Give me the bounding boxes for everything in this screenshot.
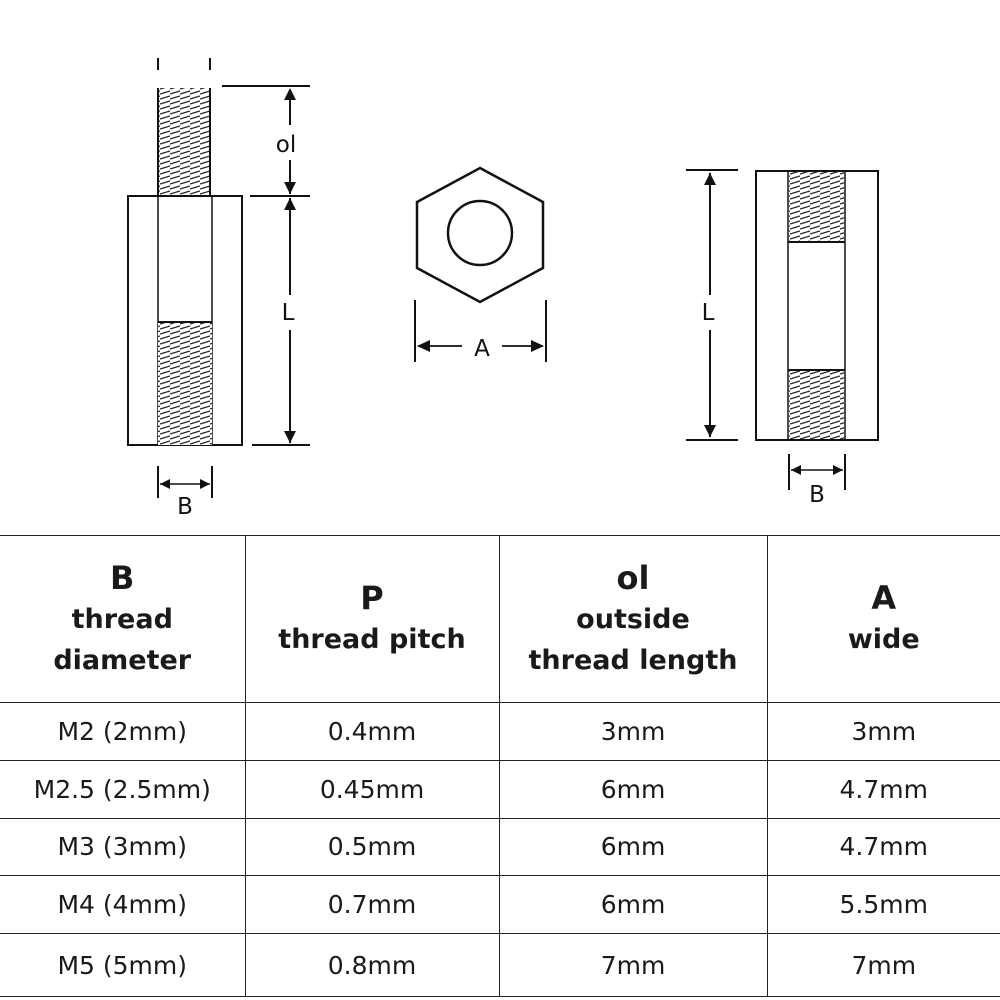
- cell-thread-pitch: 0.4mm: [245, 703, 499, 761]
- header-line2: thread length: [528, 644, 738, 676]
- table-row: [0, 703, 1000, 761]
- header-line1: outside: [576, 603, 690, 635]
- table-row: [0, 876, 1000, 934]
- male-female-standoff: [128, 58, 310, 498]
- spec-table: [0, 535, 1000, 997]
- cell-outside-thread-length: 6mm: [499, 760, 767, 818]
- female-female-standoff: [686, 170, 878, 490]
- cell-wide: 5.5mm: [767, 876, 1000, 934]
- header-symbol: B: [110, 558, 135, 597]
- thread-hole: [448, 201, 512, 265]
- left-b-dimension-label: B: [177, 494, 193, 520]
- cell-wide: 4.7mm: [767, 760, 1000, 818]
- header-row: [0, 536, 1000, 703]
- cell-thread-diameter: M4 (4mm): [0, 876, 245, 934]
- a-dimension-label: A: [474, 336, 490, 362]
- bottom-female-thread: [789, 370, 844, 439]
- cell-thread-pitch: 0.8mm: [245, 934, 499, 997]
- table-row: [0, 760, 1000, 818]
- header-line1: thread diameter: [53, 603, 192, 676]
- cell-thread-diameter: M2 (2mm): [0, 703, 245, 761]
- table-row: [0, 818, 1000, 876]
- header-thread-pitch: [245, 536, 499, 703]
- cell-outside-thread-length: 6mm: [499, 818, 767, 876]
- right-b-dimension-label: B: [809, 482, 825, 508]
- top-female-thread: [789, 172, 844, 242]
- table-row: [0, 934, 1000, 997]
- cell-wide: 4.7mm: [767, 818, 1000, 876]
- header-symbol: ol: [616, 558, 650, 597]
- male-thread: [158, 88, 210, 196]
- cell-wide: 7mm: [767, 934, 1000, 997]
- cell-outside-thread-length: 3mm: [499, 703, 767, 761]
- cell-thread-diameter: M3 (3mm): [0, 818, 245, 876]
- header-wide: [767, 536, 1000, 703]
- header-thread-diameter: [0, 536, 245, 703]
- header-symbol: P: [360, 579, 384, 617]
- cell-thread-pitch: 0.5mm: [245, 818, 499, 876]
- cell-thread-pitch: 0.45mm: [245, 760, 499, 818]
- header-outside-thread-length: [499, 536, 767, 703]
- left-l-dimension-label: L: [281, 300, 295, 326]
- right-l-dimension-label: L: [701, 300, 715, 326]
- ol-dimension-label: ol: [275, 132, 297, 158]
- hex-end-view: [415, 168, 546, 362]
- cell-outside-thread-length: 6mm: [499, 876, 767, 934]
- header-line1: wide: [847, 624, 920, 655]
- cell-outside-thread-length: 7mm: [499, 934, 767, 997]
- cell-thread-diameter: M2.5 (2.5mm): [0, 760, 245, 818]
- header-symbol: A: [871, 579, 897, 617]
- cell-wide: 3mm: [767, 703, 1000, 761]
- cell-thread-diameter: M5 (5mm): [0, 934, 245, 997]
- cell-thread-pitch: 0.7mm: [245, 876, 499, 934]
- header-line1: thread pitch: [278, 624, 466, 655]
- female-thread: [158, 322, 212, 445]
